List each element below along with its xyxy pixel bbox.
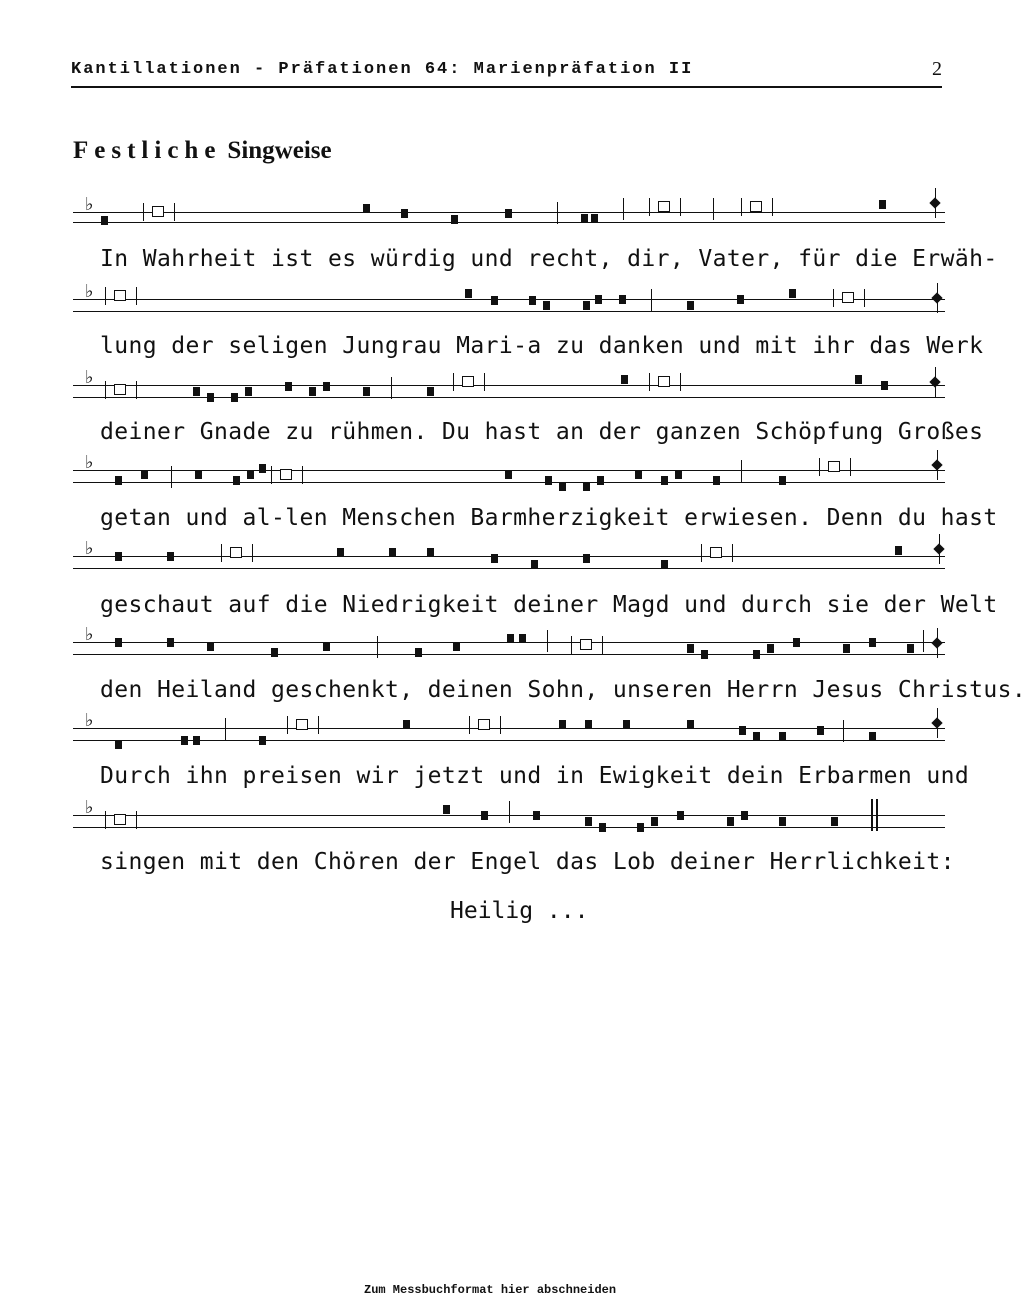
staff-line (73, 728, 945, 729)
lyric-line-1: In Wahrheit ist es würdig und recht, dir, Vater, für die Erwäh- (100, 246, 998, 272)
section-title (73, 137, 332, 165)
neume-note (259, 736, 266, 745)
neume-note (599, 823, 606, 832)
neume-note (285, 382, 292, 391)
neume-note (481, 811, 488, 820)
recitation-box (105, 811, 137, 829)
clef-flat-icon: ♭ (85, 797, 94, 818)
clef-flat-icon: ♭ (85, 367, 94, 388)
neume-note (247, 470, 254, 479)
page-number: 2 (932, 58, 942, 80)
recitation-box (469, 716, 501, 734)
chant-staff-2 (73, 283, 945, 313)
neume-note (337, 548, 344, 557)
neume-note (879, 200, 886, 209)
recitation-box (453, 373, 485, 391)
division-bar (557, 202, 558, 224)
recitation-box (649, 373, 681, 391)
neume-note (727, 817, 734, 826)
division-bar (651, 289, 652, 311)
neume-note (519, 634, 526, 643)
neume-note (323, 382, 330, 391)
recitation-box (649, 198, 681, 216)
clef-flat-icon: ♭ (85, 624, 94, 645)
line-end-diamond-icon (935, 367, 936, 397)
division-bar (713, 198, 714, 220)
line-end-diamond-icon (937, 283, 938, 313)
division-bar (843, 720, 844, 742)
lyric-line-6: den Heiland geschenkt, deinen Sohn, unseren Herrn Jesus Christus. (100, 677, 1026, 703)
neume-note (881, 381, 888, 390)
chant-staff-7 (73, 712, 945, 742)
staff-line (73, 385, 945, 386)
neume-note (167, 638, 174, 647)
neume-note (505, 209, 512, 218)
neume-note (181, 736, 188, 745)
staff-line (73, 740, 945, 741)
chant-staff-3 (73, 369, 945, 399)
neume-note (581, 214, 588, 223)
lyric-line-4: getan und al-len Menschen Barmherzigkeit erwiesen. Denn du hast (100, 505, 998, 531)
neume-note (167, 552, 174, 561)
neume-note (559, 482, 566, 491)
neume-note (651, 817, 658, 826)
line-end-diamond-icon (937, 628, 938, 658)
neume-note (701, 650, 708, 659)
chant-staff-4 (73, 454, 945, 484)
neume-note (559, 720, 566, 729)
clef-flat-icon: ♭ (85, 281, 94, 302)
neume-note (741, 811, 748, 820)
neume-note (713, 476, 720, 485)
neume-note (389, 548, 396, 557)
neume-note (245, 387, 252, 396)
chant-staff-6 (73, 626, 945, 656)
chant-staff-8 (73, 799, 945, 829)
neume-note (869, 732, 876, 741)
neume-note (193, 736, 200, 745)
staff-line (73, 568, 945, 569)
closing-text: Heilig ... (450, 898, 589, 924)
neume-note (687, 720, 694, 729)
staff-line (73, 311, 945, 312)
neume-note (193, 387, 200, 396)
section-title-rest: Singweise (227, 137, 332, 164)
division-bar (509, 801, 510, 823)
neume-note (141, 470, 148, 479)
lyric-line-5: geschaut auf die Niedrigkeit deiner Magd und durch sie der Welt (100, 592, 998, 618)
neume-note (115, 552, 122, 561)
recitation-box (143, 203, 175, 221)
neume-note (451, 215, 458, 224)
neume-note (427, 387, 434, 396)
neume-note (779, 476, 786, 485)
neume-note (661, 560, 668, 569)
recitation-box (819, 458, 851, 476)
lyric-line-3: deiner Gnade zu rühmen. Du hast an der ganzen Schöpfung Großes (100, 419, 984, 445)
neume-note (491, 554, 498, 563)
neume-note (415, 648, 422, 657)
neume-note (207, 393, 214, 402)
neume-note (843, 644, 850, 653)
neume-note (619, 295, 626, 304)
neume-note (101, 216, 108, 225)
neume-note (895, 546, 902, 555)
neume-note (687, 301, 694, 310)
neume-note (233, 476, 240, 485)
division-bar (391, 377, 392, 399)
neume-note (637, 823, 644, 832)
neume-note (323, 642, 330, 651)
neume-note (545, 476, 552, 485)
neume-note (583, 301, 590, 310)
clef-flat-icon: ♭ (85, 710, 94, 731)
neume-note (491, 296, 498, 305)
line-end-diamond-icon (937, 708, 938, 738)
division-bar (225, 718, 226, 740)
neume-note (753, 732, 760, 741)
neume-note (115, 740, 122, 749)
neume-note (687, 644, 694, 653)
neume-note (427, 548, 434, 557)
line-end-diamond-icon (939, 534, 940, 564)
neume-note (623, 720, 630, 729)
neume-note (869, 638, 876, 647)
neume-note (207, 642, 214, 651)
neume-note (779, 817, 786, 826)
cut-line-note: Zum Messbuchformat hier abschneiden (364, 1283, 617, 1297)
neume-note (595, 295, 602, 304)
neume-note (259, 464, 266, 473)
line-end-diamond-icon (937, 450, 938, 480)
neume-note (401, 209, 408, 218)
neume-note (507, 634, 514, 643)
neume-note (779, 732, 786, 741)
clef-flat-icon: ♭ (85, 452, 94, 473)
neume-note (543, 301, 550, 310)
neume-note (115, 476, 122, 485)
section-title-spaced: Festliche (73, 137, 222, 164)
division-bar (741, 460, 742, 482)
neume-note (363, 387, 370, 396)
recitation-box (833, 289, 865, 307)
neume-note (597, 476, 604, 485)
neume-note (767, 644, 774, 653)
neume-note (363, 204, 370, 213)
neume-note (855, 375, 862, 384)
staff-line (73, 222, 945, 223)
lyric-line-2: lung der seligen Jungrau Mari-a zu danken und mit ihr das Werk (100, 333, 984, 359)
recitation-box (701, 544, 733, 562)
staff-line (73, 299, 945, 300)
neume-note (793, 638, 800, 647)
neume-note (271, 648, 278, 657)
neume-note (309, 387, 316, 396)
neume-note (661, 476, 668, 485)
chant-staff-5 (73, 540, 945, 570)
neume-note (115, 638, 122, 647)
neume-note (817, 726, 824, 735)
staff-line (73, 654, 945, 655)
neume-note (583, 554, 590, 563)
line-end-diamond-icon (935, 188, 936, 218)
clef-flat-icon: ♭ (85, 194, 94, 215)
neume-note (621, 375, 628, 384)
neume-note (443, 805, 450, 814)
recitation-box (571, 636, 603, 654)
neume-note (753, 650, 760, 659)
recitation-box (221, 544, 253, 562)
staff-line (73, 827, 945, 828)
neume-note (403, 720, 410, 729)
neume-note (465, 289, 472, 298)
final-double-bar (871, 799, 878, 831)
lyric-line-8: singen mit den Chören der Engel das Lob deiner Herrlichkeit: (100, 849, 955, 875)
neume-note (195, 470, 202, 479)
neume-note (505, 470, 512, 479)
neume-note (453, 642, 460, 651)
recitation-box (105, 287, 137, 305)
staff-line (73, 482, 945, 483)
clef-flat-icon: ♭ (85, 538, 94, 559)
recitation-box (287, 716, 319, 734)
staff-line (73, 556, 945, 557)
neume-note (907, 644, 914, 653)
lyric-line-7: Durch ihn preisen wir jetzt und in Ewigkeit dein Erbarmen und (100, 763, 970, 789)
neume-note (789, 289, 796, 298)
neume-note (739, 726, 746, 735)
recitation-box (741, 198, 773, 216)
staff-line (73, 397, 945, 398)
neume-note (677, 811, 684, 820)
header-title: Kantillationen - Präfationen 64: Marienpräfation II (71, 60, 694, 79)
page-header (71, 58, 942, 88)
neume-note (583, 482, 590, 491)
division-bar (377, 636, 378, 658)
division-bar (923, 630, 924, 652)
division-bar (171, 466, 172, 488)
neume-note (737, 295, 744, 304)
neume-note (531, 560, 538, 569)
recitation-box (105, 381, 137, 399)
neume-note (585, 817, 592, 826)
neume-note (635, 470, 642, 479)
neume-note (585, 720, 592, 729)
neume-note (231, 393, 238, 402)
neume-note (591, 214, 598, 223)
neume-note (529, 296, 536, 305)
division-bar (547, 630, 548, 652)
chant-staff-1 (73, 196, 945, 226)
neume-note (675, 470, 682, 479)
recitation-box (271, 466, 303, 484)
division-bar (623, 198, 624, 220)
neume-note (533, 811, 540, 820)
neume-note (831, 817, 838, 826)
